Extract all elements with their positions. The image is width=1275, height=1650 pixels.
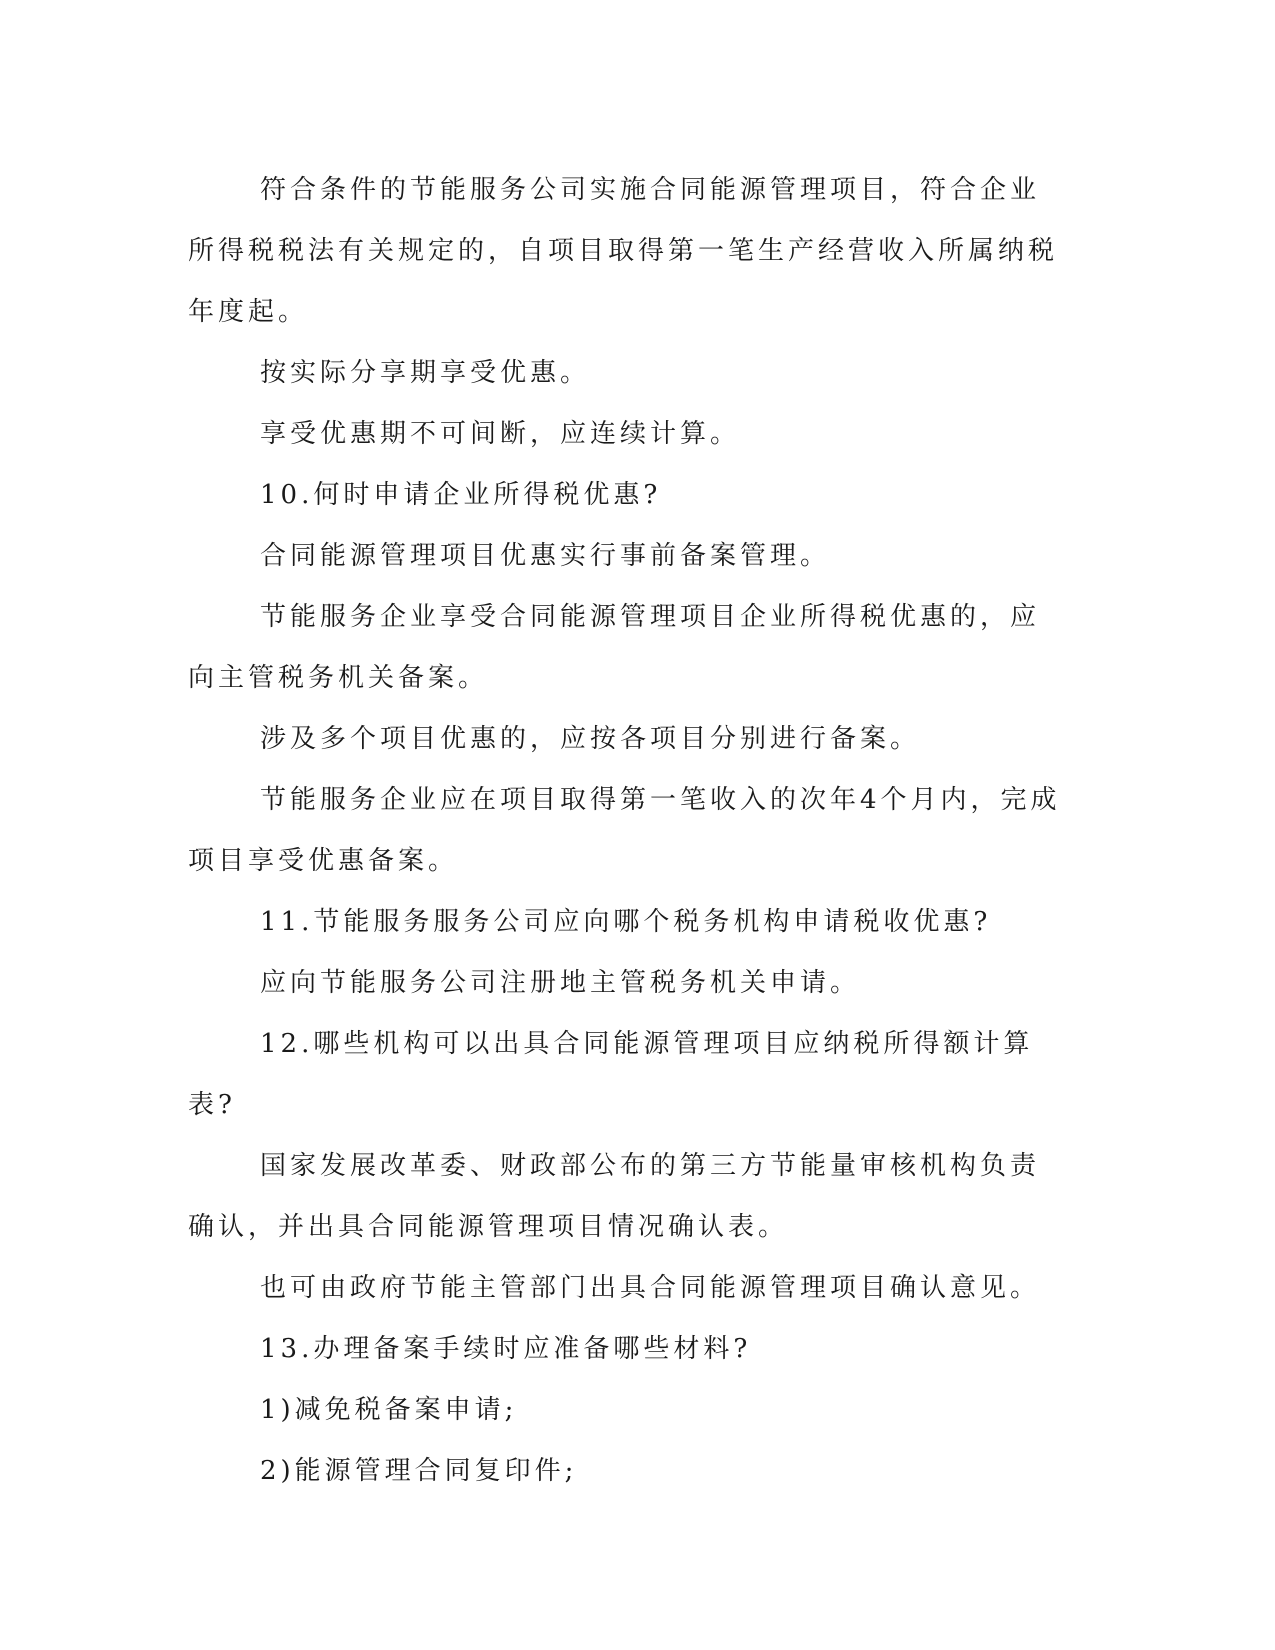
paragraph: 节能服务企业应在项目取得第一笔收入的次年4个月内，完成项目享受优惠备案。 [188,785,1061,876]
question-heading: 11.节能服务服务公司应向哪个税务机构申请税收优惠? [260,907,992,937]
paragraph: 涉及多个项目优惠的，应按各项目分别进行备案。 [260,724,921,754]
question-heading: 10.何时申请企业所得税优惠? [260,480,662,510]
paragraph: 享受优惠期不可间断，应连续计算。 [260,419,741,449]
list-item: 2)能源管理合同复印件; [260,1456,578,1486]
document-body [188,160,1068,1502]
question-heading: 12.哪些机构可以出具合同能源管理项目应纳税所得额计算表? [188,1029,1034,1120]
paragraph: 节能服务企业享受合同能源管理项目企业所得税优惠的，应向主管税务机关备案。 [188,602,1041,693]
paragraph: 应向节能服务公司注册地主管税务机关申请。 [260,968,861,998]
paragraph: 符合条件的节能服务公司实施合同能源管理项目，符合企业所得税税法有关规定的，自项目取得第一笔生产经营收入所属纳税年度起。 [188,175,1059,327]
question-heading: 13.办理备案手续时应准备哪些材料? [260,1334,752,1364]
paragraph: 合同能源管理项目优惠实行事前备案管理。 [260,541,831,571]
paragraph: 国家发展改革委、财政部公布的第三方节能量审核机构负责确认，并出具合同能源管理项目情况确认表。 [188,1151,1041,1242]
paragraph: 也可由政府节能主管部门出具合同能源管理项目确认意见。 [260,1273,1041,1303]
paragraph: 按实际分享期享受优惠。 [260,358,591,388]
list-item: 1)减免税备案申请; [260,1395,518,1425]
